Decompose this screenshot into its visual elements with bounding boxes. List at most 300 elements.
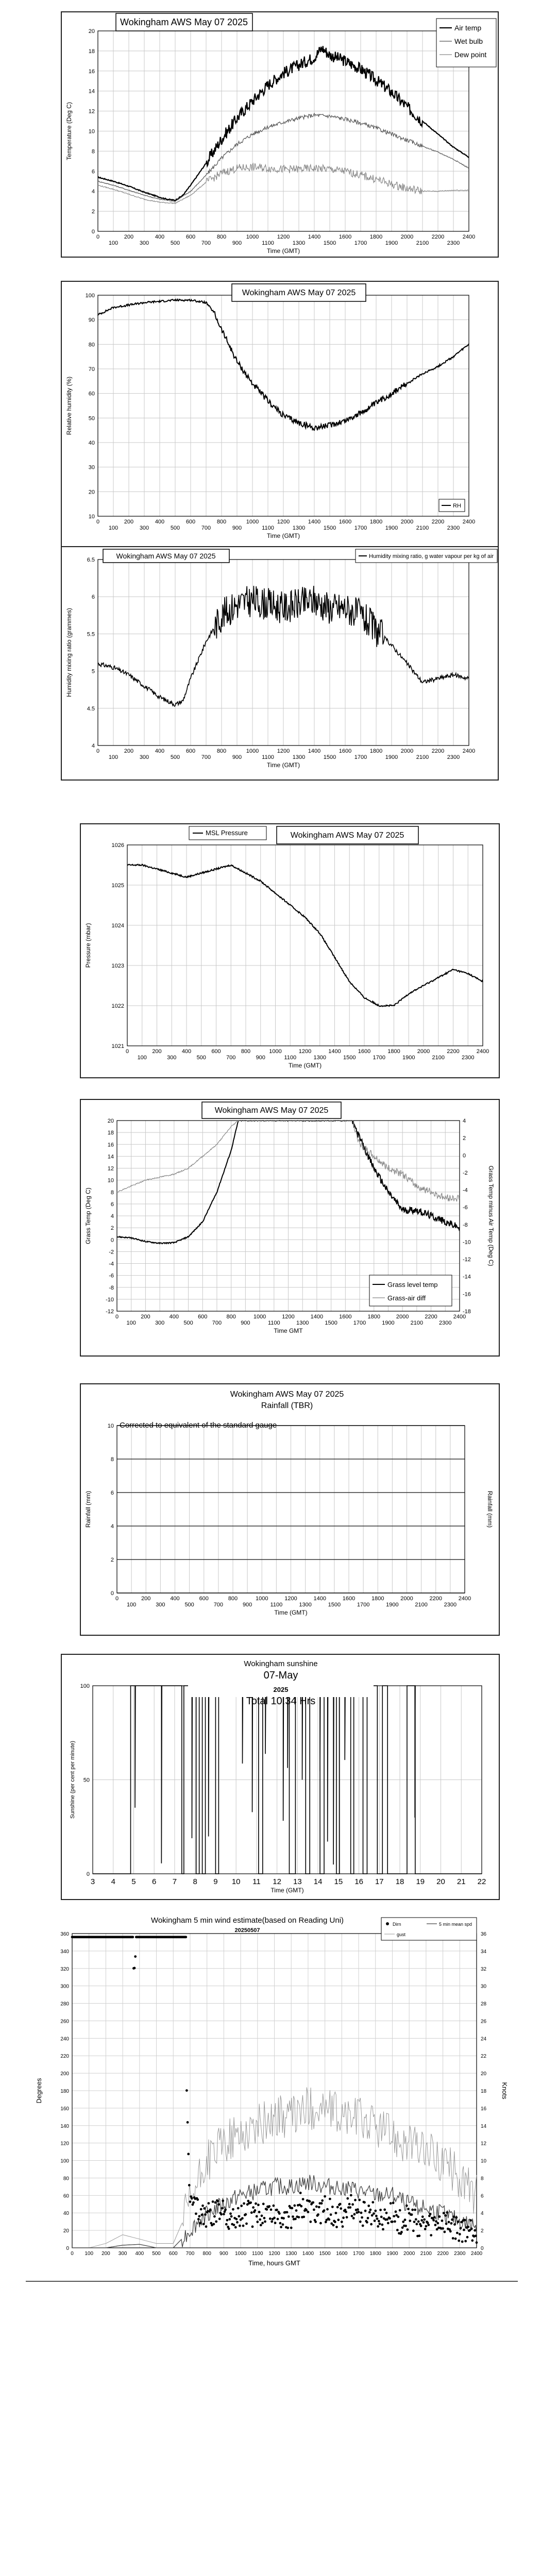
y-tick-label: 12 <box>107 1165 114 1172</box>
wind-direction-point <box>335 2212 337 2214</box>
x-tick-label: 500 <box>183 1320 193 1326</box>
wind-direction-point <box>460 2227 462 2230</box>
temperature-chart-panel <box>61 11 499 258</box>
wind-direction-point <box>134 1955 137 1958</box>
x-tick-label: 2300 <box>447 754 460 760</box>
x-tick-label: 500 <box>170 240 180 246</box>
y-tick-label: 10 <box>88 514 95 520</box>
wind-direction-point <box>212 2223 215 2226</box>
wind-direction-point <box>277 2218 279 2221</box>
wind-direction-point <box>452 2237 454 2240</box>
x-tick-label: 12 <box>273 1877 281 1886</box>
wind-direction-point <box>228 2218 231 2221</box>
x-tick-label: 100 <box>126 1602 137 1608</box>
x-tick-label: 600 <box>185 748 196 754</box>
x-tick-label: 2400 <box>458 1596 471 1602</box>
x-tick-label: 200 <box>124 234 134 240</box>
wind-direction-point <box>424 2228 427 2230</box>
wind-direction-point <box>318 2206 320 2209</box>
y-tick-label: 160 <box>60 2106 69 2112</box>
wind-direction-point <box>187 2121 189 2124</box>
x-tick-label: 1100 <box>267 1320 280 1326</box>
wind-direction-point <box>314 2221 317 2223</box>
x-tick-label: 2300 <box>454 2251 466 2257</box>
x-tick-label: 1500 <box>323 240 336 246</box>
x-tick-label: 0 <box>96 234 100 240</box>
x-tick-label: 14 <box>313 1877 323 1886</box>
x-tick-label: 100 <box>108 525 119 531</box>
x-tick-label: 2000 <box>400 1596 413 1602</box>
x-tick-label: 1500 <box>343 1055 356 1061</box>
x-tick-label: 100 <box>84 2251 94 2257</box>
wind-direction-point <box>197 2218 200 2221</box>
wind-direction-point <box>320 2202 323 2205</box>
x-tick-label: 200 <box>152 1048 162 1055</box>
chart-title: Wokingham AWS May 07 2025 <box>290 831 404 840</box>
x-tick-label: 1300 <box>285 2251 297 2257</box>
wind-direction-point <box>268 2205 270 2208</box>
x-axis-label: Time, hours GMT <box>248 2259 300 2267</box>
x-tick-label: 300 <box>156 1602 165 1608</box>
wind-direction-point <box>229 2212 232 2215</box>
x-tick-label: 200 <box>141 1596 151 1602</box>
x-tick-label: 1600 <box>342 1596 356 1602</box>
wind-direction-point <box>252 2206 255 2209</box>
wind-direction-point <box>330 2213 332 2216</box>
x-tick-label: 20 <box>436 1877 445 1886</box>
y-right-tick-label: -10 <box>463 1239 471 1246</box>
chart-title: Wokingham AWS May 07 2025 <box>230 1390 344 1399</box>
wind-direction-point <box>332 2224 335 2227</box>
wind-direction-point <box>288 2215 290 2218</box>
x-tick-label: 1100 <box>270 1602 283 1608</box>
x-tick-label: 1700 <box>354 240 367 246</box>
rainfall-chart <box>81 1384 499 1635</box>
y-tick-label: 4 <box>91 189 95 195</box>
x-tick-label: 300 <box>155 1320 165 1326</box>
x-tick-label: 1600 <box>336 2251 348 2257</box>
x-tick-label: 2000 <box>396 1314 409 1320</box>
y-tick-label: -2 <box>109 1249 114 1256</box>
y-axis-label: Relative humidity (%) <box>65 376 73 435</box>
x-tick-label: 400 <box>170 1596 180 1602</box>
x-tick-label: 700 <box>185 2251 195 2257</box>
x-tick-label: 1200 <box>277 234 290 240</box>
wind-direction-point <box>196 2198 199 2201</box>
chart-subtitle: 07-May <box>263 1670 298 1681</box>
wind-direction-point <box>192 2201 195 2204</box>
wind-direction-point <box>467 2226 469 2228</box>
x-tick-label: 1700 <box>357 1602 370 1608</box>
wind-direction-point <box>250 2211 253 2214</box>
wind-direction-point <box>274 2222 277 2224</box>
wind-direction-point <box>209 2209 212 2211</box>
x-tick-label: 500 <box>184 1602 194 1608</box>
wind-direction-point <box>305 2209 308 2212</box>
x-tick-label: 900 <box>241 1320 250 1326</box>
y-tick-label: 0 <box>66 2246 69 2251</box>
wind-direction-point <box>201 2205 204 2207</box>
y-tick-label: 100 <box>60 2158 69 2164</box>
x-tick-label: 9 <box>213 1877 218 1886</box>
wind-direction-point <box>391 2221 394 2223</box>
wind-direction-point <box>348 2203 351 2206</box>
humidity-chart <box>62 282 498 566</box>
legend-label: Humidity mixing ratio, g water vapour per kg of air <box>369 553 494 560</box>
sunshine-chart <box>62 1655 499 1899</box>
wind-direction-point <box>374 2219 376 2222</box>
wind-direction-point <box>217 2200 219 2202</box>
x-tick-label: 800 <box>228 1596 238 1602</box>
wind-direction-point <box>198 2215 201 2217</box>
chart-note: Corrected to equivalent of the standard gauge <box>120 1421 277 1430</box>
y-tick-label: 200 <box>60 2071 69 2077</box>
x-tick-label: 2300 <box>462 1055 475 1061</box>
y-right-tick-label: -6 <box>463 1205 468 1211</box>
wind-direction-point <box>350 2194 352 2197</box>
x-tick-label: 400 <box>155 234 165 240</box>
wind-direction-point <box>368 2211 371 2214</box>
wind-direction-point <box>262 2202 265 2205</box>
wind-direction-point <box>420 2225 422 2227</box>
y-tick-label: 300 <box>60 1984 69 1990</box>
x-tick-label: 0 <box>96 519 100 525</box>
y-tick-label: 10 <box>107 1423 114 1429</box>
x-tick-label: 1900 <box>385 754 398 760</box>
y-tick-label: 5.5 <box>87 631 95 638</box>
x-tick-label: 1800 <box>371 1596 384 1602</box>
wind-direction-point <box>459 2233 461 2235</box>
y-right-axis-label: Rainfall (mm) <box>486 1490 494 1528</box>
wind-direction-point <box>454 2238 457 2240</box>
wind-direction-point <box>358 2211 360 2213</box>
wind-direction-point <box>309 2200 311 2203</box>
wind-direction-point <box>302 2216 305 2218</box>
wind-direction-point <box>133 1967 136 1970</box>
wind-direction-point <box>265 2208 268 2211</box>
x-tick-label: 13 <box>293 1877 302 1886</box>
y-tick-label: -4 <box>109 1261 114 1267</box>
y-tick-label: 2 <box>110 1225 114 1232</box>
y-right-tick-label: 18 <box>481 2089 487 2094</box>
y-tick-label: 50 <box>88 415 95 422</box>
y-tick-label: 6 <box>91 168 95 175</box>
y-tick-label: 4.5 <box>87 705 95 712</box>
wind-direction-point <box>226 2219 229 2222</box>
y-tick-label: 140 <box>60 2123 69 2129</box>
wind-direction-point <box>286 2227 289 2229</box>
chart-year: 2025 <box>273 1686 289 1693</box>
wind-direction-point <box>450 2222 453 2225</box>
wind-direction-point <box>452 2215 455 2218</box>
y-right-tick-label: 28 <box>481 2001 487 2007</box>
wind-direction-point <box>432 2219 435 2222</box>
x-tick-label: 1900 <box>386 2251 398 2257</box>
x-tick-label: 800 <box>202 2251 212 2257</box>
y-tick-label: 40 <box>88 440 95 446</box>
x-tick-label: 700 <box>201 754 211 760</box>
x-tick-label: 1600 <box>339 1314 352 1320</box>
wind-direction-point <box>202 2223 205 2226</box>
x-tick-label: 2000 <box>403 2251 415 2257</box>
x-tick-label: 800 <box>216 519 227 525</box>
wind-direction-point <box>475 2234 477 2237</box>
x-tick-label: 1200 <box>277 748 290 754</box>
wind-direction-point <box>302 2198 305 2200</box>
wind-direction-point <box>416 2223 418 2226</box>
wind-direction-point <box>346 2197 349 2200</box>
x-tick-label: 2400 <box>462 748 476 754</box>
y-right-tick-label: 20 <box>481 2071 487 2077</box>
wind-direction-point <box>371 2214 374 2217</box>
wind-direction-point <box>254 2209 257 2212</box>
wind-direction-point <box>212 2200 214 2203</box>
y-tick-label: 10 <box>107 1177 114 1184</box>
wind-direction-point <box>385 2212 388 2214</box>
wind-direction-point <box>188 2184 191 2187</box>
x-tick-label: 2200 <box>431 748 445 754</box>
x-tick-label: 100 <box>126 1320 136 1326</box>
wind-direction-point <box>405 2205 408 2207</box>
y-right-tick-label: 26 <box>481 2019 487 2025</box>
wind-direction-point <box>220 2213 223 2216</box>
x-tick-label: 10 <box>231 1877 241 1886</box>
y-tick-label: 320 <box>60 1966 69 1972</box>
wind-direction-point <box>319 2222 322 2225</box>
wind-direction-point <box>464 2240 467 2243</box>
wind-direction-point <box>259 2218 261 2221</box>
wind-direction-point <box>238 2215 240 2217</box>
wind-direction-point <box>471 2239 474 2242</box>
wind-direction-point <box>381 2224 383 2226</box>
x-tick-label: 1000 <box>246 519 259 525</box>
wind-direction-point <box>395 2210 397 2213</box>
wind-direction-point <box>326 2208 329 2211</box>
wind-direction-point <box>334 2221 336 2223</box>
x-tick-label: 2300 <box>444 1602 457 1608</box>
x-tick-label: 0 <box>71 2251 74 2257</box>
wind-direction-point <box>349 2206 351 2209</box>
y-axis-label: Degrees <box>35 2078 43 2104</box>
x-tick-label: 1000 <box>256 1596 268 1602</box>
wind-direction-point <box>293 2205 296 2207</box>
x-tick-label: 1800 <box>367 1314 380 1320</box>
mixing-ratio-chart-panel <box>61 546 499 781</box>
y-axis-label: Pressure (mbar) <box>84 923 92 968</box>
wind-direction-point <box>335 2226 338 2228</box>
y-tick-label: 80 <box>63 2176 69 2182</box>
x-tick-label: 1400 <box>308 748 321 754</box>
x-tick-label: 1800 <box>369 2251 381 2257</box>
wind-direction-point <box>448 2221 450 2224</box>
wind-direction-point <box>388 2217 391 2220</box>
wind-direction-point <box>324 2195 326 2198</box>
wind-direction-point <box>131 1936 134 1938</box>
x-tick-label: 1800 <box>369 748 383 754</box>
wind-direction-point <box>407 2228 409 2231</box>
wind-direction-point <box>300 2205 302 2208</box>
x-tick-label: 1100 <box>262 525 274 531</box>
wind-direction-point <box>217 2203 220 2206</box>
wind-direction-point <box>360 2212 363 2214</box>
x-tick-label: 1600 <box>339 234 352 240</box>
x-tick-label: 0 <box>115 1596 119 1602</box>
wind-direction-point <box>203 2207 206 2210</box>
y-tick-label: 1026 <box>111 842 124 849</box>
x-tick-label: 600 <box>198 1314 208 1320</box>
x-tick-label: 1400 <box>313 1596 326 1602</box>
y-tick-label: 180 <box>60 2089 69 2094</box>
x-tick-label: 200 <box>124 519 134 525</box>
y-tick-label: 80 <box>88 342 95 348</box>
wind-direction-point <box>273 2217 276 2219</box>
legend-label: Air temp <box>454 24 482 32</box>
x-tick-label: 16 <box>354 1877 363 1886</box>
wind-direction-point <box>427 2224 430 2226</box>
x-tick-label: 1400 <box>308 234 321 240</box>
y-right-tick-label: -8 <box>463 1222 468 1228</box>
wind-direction-point <box>256 2221 259 2223</box>
humidity-chart-panel <box>61 281 499 567</box>
x-tick-label: 1300 <box>292 525 306 531</box>
x-tick-label: 11 <box>252 1877 261 1886</box>
x-tick-label: 900 <box>232 754 242 760</box>
y-tick-label: 260 <box>60 2019 69 2025</box>
x-tick-label: 1000 <box>246 748 259 754</box>
wind-direction-point <box>464 2219 466 2222</box>
x-tick-label: 500 <box>170 525 180 531</box>
y-tick-label: 120 <box>60 2141 69 2147</box>
x-tick-label: 1400 <box>302 2251 314 2257</box>
x-tick-label: 1300 <box>292 240 306 246</box>
bottom-divider <box>26 2281 518 2282</box>
y-right-tick-label: -4 <box>463 1187 468 1194</box>
y-tick-label: 10 <box>88 128 95 135</box>
x-axis-label: Time (GMT) <box>266 532 300 539</box>
y-right-tick-label: -18 <box>463 1309 471 1315</box>
wind-direction-point <box>469 2219 472 2222</box>
x-tick-label: 1800 <box>369 519 383 525</box>
x-tick-label: 500 <box>196 1055 206 1061</box>
x-tick-label: 1500 <box>323 754 336 760</box>
x-tick-label: 1100 <box>252 2251 263 2257</box>
y-tick-label: 16 <box>88 68 95 75</box>
x-tick-label: 700 <box>226 1055 236 1061</box>
chart-title: Wokingham sunshine <box>244 1659 318 1668</box>
wind-direction-point <box>295 2209 298 2212</box>
legend-label: gust <box>397 1932 406 1937</box>
x-tick-label: 300 <box>167 1055 177 1061</box>
y-right-tick-label: 30 <box>481 1984 487 1990</box>
y-tick-label: 90 <box>88 317 95 324</box>
wind-direction-point <box>249 2201 252 2204</box>
y-tick-label: 6 <box>110 1201 114 1208</box>
wind-direction-point <box>291 2207 293 2210</box>
wind-direction-point <box>276 2209 278 2211</box>
y-tick-label: 20 <box>63 2228 69 2234</box>
wind-direction-point <box>366 2221 368 2224</box>
x-tick-label: 1400 <box>328 1048 341 1055</box>
wind-direction-point <box>401 2226 404 2229</box>
x-tick-label: 200 <box>141 1314 150 1320</box>
y-right-tick-label: -2 <box>463 1170 468 1176</box>
y-right-tick-label: -16 <box>463 1291 471 1298</box>
wind-direction-point <box>461 2241 464 2243</box>
wind-direction-point <box>269 2217 272 2220</box>
chart-title: Wokingham AWS May 07 2025 <box>120 17 248 27</box>
x-tick-label: 2200 <box>447 1048 460 1055</box>
x-axis-label: Time GMT <box>274 1327 303 1334</box>
wind-direction-point <box>282 2217 285 2219</box>
wind-direction-point <box>404 2218 407 2221</box>
x-tick-label: 1100 <box>262 240 274 246</box>
wind-direction-point <box>337 2218 340 2221</box>
wind-direction-point <box>370 2223 373 2226</box>
y-right-tick-label: 16 <box>481 2106 487 2112</box>
x-tick-label: 2200 <box>431 234 445 240</box>
wind-direction-point <box>453 2223 456 2226</box>
wind-direction-point <box>387 2222 390 2225</box>
wind-direction-point <box>255 2202 257 2205</box>
wind-direction-point <box>363 2201 366 2204</box>
wind-chart <box>26 1916 518 2276</box>
x-tick-label: 600 <box>185 519 196 525</box>
x-tick-label: 1600 <box>339 748 352 754</box>
wind-direction-point <box>191 2197 193 2199</box>
wind-direction-point <box>449 2230 452 2233</box>
y-tick-label: 20 <box>107 1118 114 1124</box>
wind-direction-point <box>208 2202 210 2205</box>
x-tick-label: 15 <box>334 1877 343 1886</box>
wind-direction-point <box>205 2225 208 2228</box>
x-tick-label: 1300 <box>296 1320 309 1326</box>
x-tick-label: 1900 <box>382 1320 395 1326</box>
wind-direction-point <box>476 2241 478 2244</box>
x-tick-label: 0 <box>96 748 100 754</box>
x-tick-label: 200 <box>124 748 134 754</box>
wind-direction-point <box>317 2213 319 2216</box>
mixing-ratio-chart <box>62 547 498 779</box>
y-axis-label: Sunshine (per cent per minute) <box>70 1740 76 1819</box>
x-tick-label: 1400 <box>310 1314 324 1320</box>
wind-direction-point <box>256 2215 258 2218</box>
y-right-tick-label: 6 <box>481 2193 484 2199</box>
x-tick-label: 22 <box>477 1877 486 1886</box>
legend-label: Wet bulb <box>454 37 483 45</box>
x-tick-label: 2000 <box>400 748 414 754</box>
x-tick-label: 1200 <box>282 1314 295 1320</box>
wind-direction-point <box>380 2216 383 2218</box>
wind-direction-point <box>235 2218 238 2221</box>
x-tick-label: 4 <box>111 1877 115 1886</box>
x-tick-label: 2400 <box>462 234 476 240</box>
wind-direction-point <box>375 2215 378 2217</box>
x-tick-label: 1300 <box>299 1602 312 1608</box>
x-tick-label: 2000 <box>400 519 414 525</box>
wind-direction-point <box>346 2216 348 2218</box>
x-tick-label: 1500 <box>323 525 336 531</box>
x-tick-label: 1500 <box>325 1320 337 1326</box>
y-tick-label: 220 <box>60 2054 69 2060</box>
wind-direction-point <box>298 2216 300 2218</box>
x-tick-label: 600 <box>199 1596 209 1602</box>
x-tick-label: 2100 <box>416 754 429 760</box>
y-tick-label: 280 <box>60 2001 69 2007</box>
y-tick-label: 5 <box>91 668 95 675</box>
y-axis-label: Temperature (Deg C) <box>65 102 73 160</box>
wind-direction-point <box>270 2209 273 2211</box>
y-tick-label: 4 <box>110 1523 114 1530</box>
